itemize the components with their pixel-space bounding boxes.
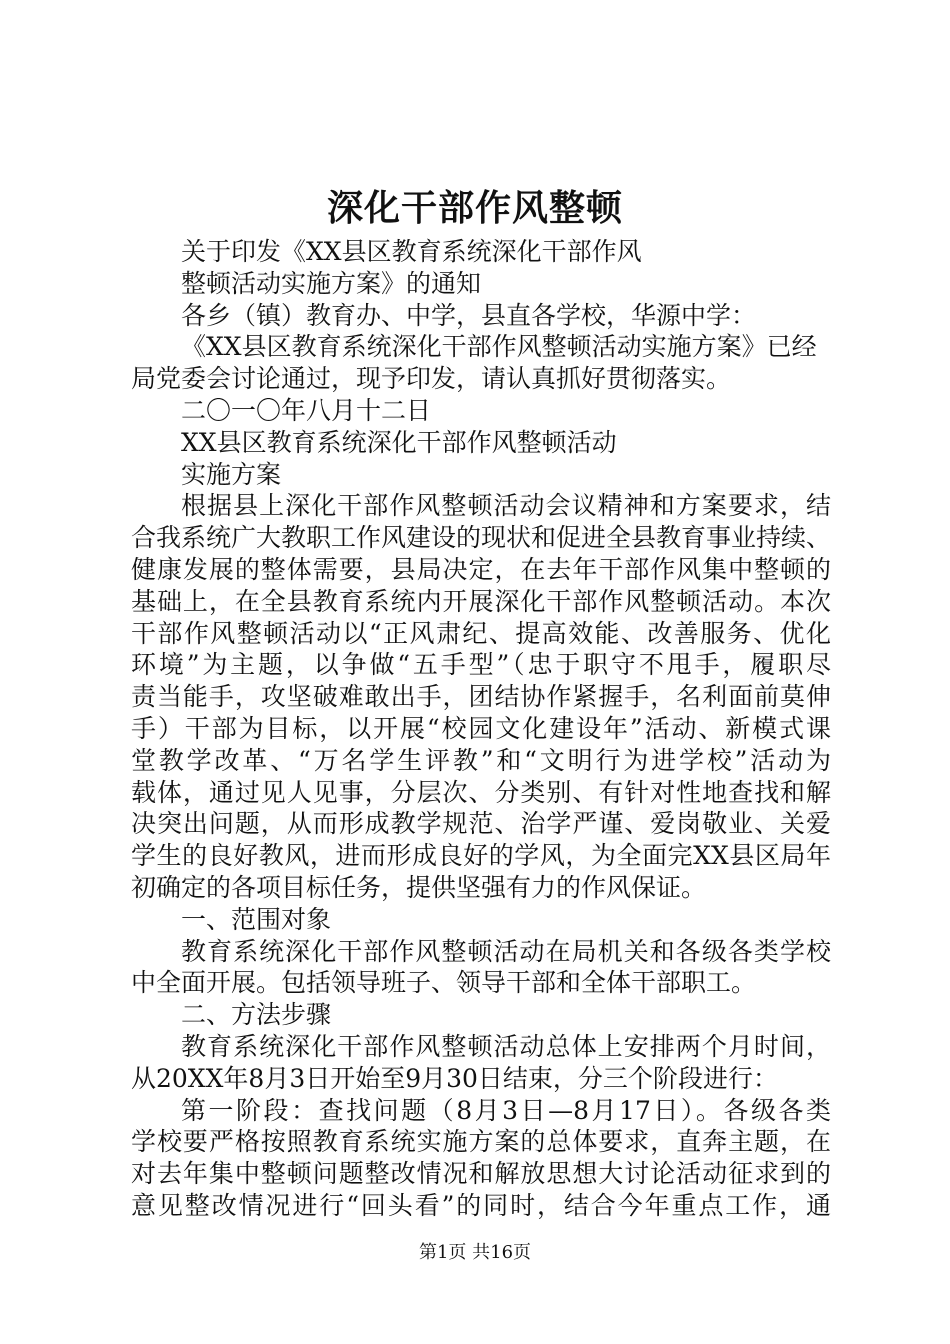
text-line: 各乡（镇）教育办、中学，县直各学校，华源中学：	[181, 300, 757, 330]
text-line: 《XX县区教育系统深化干部作风整顿活动实施方案》已经	[181, 332, 817, 362]
text-line: 局党委会讨论通过，现予印发，请认真抓好贯彻落实。	[131, 364, 732, 394]
text-line: 健康发展的整体需要，县局决定，在去年干部作风集中整顿的	[131, 555, 831, 584]
text-line: 教育系统深化干部作风整顿活动在局机关和各级各类学校	[181, 936, 831, 966]
text-line: 学生的良好教风，进而形成良好的学风，为全面完XX县区局年	[131, 841, 831, 871]
section-heading: 二、方法步骤	[181, 1000, 332, 1030]
text-line: 决突出问题，从而形成教学规范、治学严谨、爱岗敬业、关爱	[131, 809, 831, 839]
text-line: 手）干部为目标，以开展“校园文化建设年”活动、新模式课	[131, 714, 831, 743]
text-line: 从20XX年8月3日开始至9月30日结束，分三个阶段进行：	[131, 1063, 778, 1093]
text-line: 责当能手，攻坚破难敢出手，团结协作紧握手，名利面前莫伸	[131, 682, 831, 712]
document-title: 深化干部作风整顿	[326, 187, 623, 229]
text-line: 学校要严格按照教育系统实施方案的总体要求，直奔主题，在	[131, 1127, 831, 1157]
text-line: XX县区教育系统深化干部作风整顿活动	[181, 427, 617, 457]
text-line: 第一阶段：查找问题（8月3日—8月17日）。各级各类	[181, 1095, 831, 1125]
text-line: 中全面开展。包括领导班子、领导干部和全体干部职工。	[131, 968, 757, 998]
text-line: 意见整改情况进行“回头看”的同时，结合今年重点工作，通	[131, 1191, 831, 1220]
section-heading: 一、范围对象	[181, 904, 332, 934]
text-line: 初确定的各项目标任务，提供坚强有力的作风保证。	[131, 873, 707, 902]
text-line: 关于印发《XX县区教育系统深化干部作风	[181, 237, 642, 266]
text-line: 环境”为主题，以争做“五手型”（忠于职守不甩手，履职尽	[131, 650, 831, 680]
text-line: 基础上，在全县教育系统内开展深化干部作风整顿活动。本次	[131, 586, 831, 616]
text-line: 实施方案	[181, 459, 282, 489]
text-line: 合我系统广大教职工作风建设的现状和促进全县教育事业持续、	[131, 523, 832, 553]
text-line: 载体，通过见人见事，分层次、分类别、有针对性地查找和解	[131, 777, 831, 807]
text-line: 教育系统深化干部作风整顿活动总体上安排两个月时间，	[181, 1032, 831, 1061]
text-line: 根据县上深化干部作风整顿活动会议精神和方案要求，结	[181, 491, 831, 521]
text-line: 整顿活动实施方案》的通知	[181, 268, 482, 298]
text-line: 二〇一〇年八月十二日	[181, 396, 432, 425]
text-line: 堂教学改革、“万名学生评教”和“文明行为进学校”活动为	[131, 745, 831, 775]
text-line: 对去年集中整顿问题整改情况和解放思想大讨论活动征求到的	[131, 1159, 831, 1189]
text-line: 干部作风整顿活动以“正风肃纪、提高效能、改善服务、优化	[131, 618, 831, 648]
page-footer: 第1页 共16页	[418, 1242, 532, 1263]
